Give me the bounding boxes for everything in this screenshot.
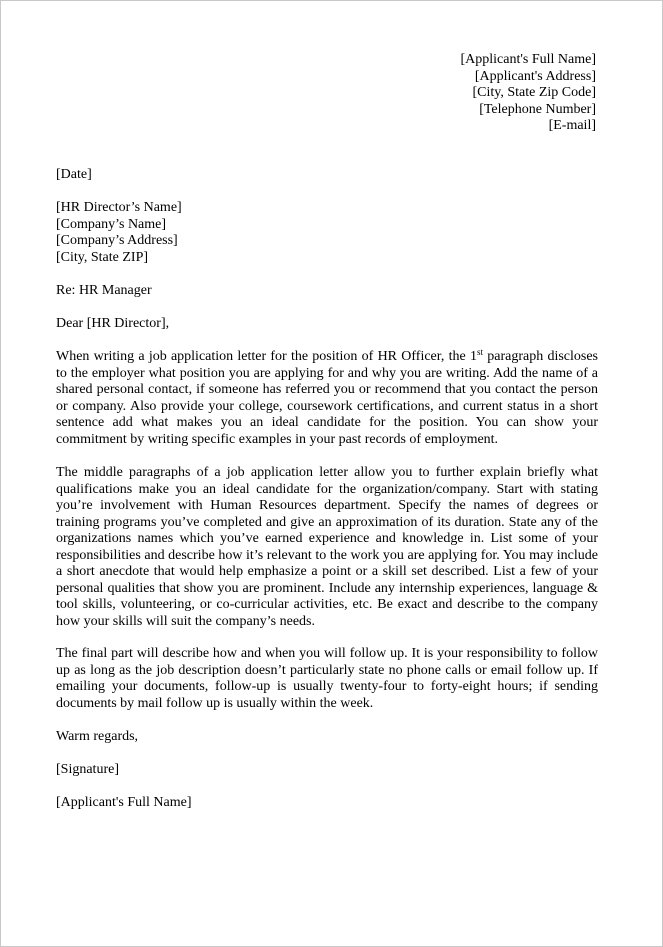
recipient-director-name: [HR Director’s Name] <box>56 200 182 215</box>
letter-date: [Date] <box>56 167 92 182</box>
sender-email: [E-mail] <box>548 118 596 133</box>
sender-address-block <box>461 52 597 135</box>
sender-address: [Applicant's Address] <box>474 68 596 84</box>
paragraph-1-text-start: When writing a job application letter for the position of HR Officer, the 1 <box>56 349 477 364</box>
sender-telephone: [Telephone Number] <box>479 101 596 117</box>
re-line: Re: HR Manager <box>56 283 152 298</box>
sender-city-state-zip: [City, State Zip Code] <box>472 85 596 100</box>
body-paragraph-1 <box>56 349 598 448</box>
paragraph-1-text-end: paragraph discloses to the employer what position you are applying for and why you are writing. Add the name of a shared personal contact, if someone has referred you or recommend that you contact the person or company. Also provide your college, coursework certifications, and current status in a short sentence add what makes you an ideal candidate for the position. You can show your commitment by writing specific examples in your past records of employment. <box>56 349 598 447</box>
ordinal-superscript: st <box>476 347 483 357</box>
signature-placeholder: [Signature] <box>56 762 119 777</box>
recipient-company-address: [Company’s Address] <box>56 233 178 248</box>
signoff-name: [Applicant's Full Name] <box>56 795 192 810</box>
recipient-company-name: [Company’s Name] <box>56 216 167 232</box>
recipient-address-block <box>56 200 598 266</box>
sender-full-name: [Applicant's Full Name] <box>460 52 596 67</box>
recipient-city-state-zip: [City, State ZIP] <box>56 249 149 265</box>
salutation: Dear [HR Director], <box>56 316 170 331</box>
body-paragraph-3: The final part will describe how and when you will follow up. It is your responsibility to follow up as long as the job description doesn’t particularly state no phone calls or email follow up. If emailing your documents, follow-up is usually twenty-four to forty-eight hours; if sending documents by mail follow up is usually within the week. <box>56 646 598 711</box>
body-paragraph-2: The middle paragraphs of a job application letter allow you to further explain briefly what qualifications make you an ideal candidate for the organization/company. Start with stating you’re involvement with Human Resources department. Specify the names of degrees or training programs you’ve completed and give an approximation of its duration. State any of the organizations names which you’ve earned experience and knowledge in. List some of your responsibilities and describe how it’s relevant to the work you are applying for. You may include a short anecdote that would help emphasize a point or a skill set described. List a few of your personal qualities that show you are prominent. Include any internship experiences, language & tool skills, volunteering, or co-curricular activities, etc. Be exact and describe to the company how your skills will suit the company’s needs. <box>56 465 598 629</box>
closing: Warm regards, <box>56 729 139 744</box>
